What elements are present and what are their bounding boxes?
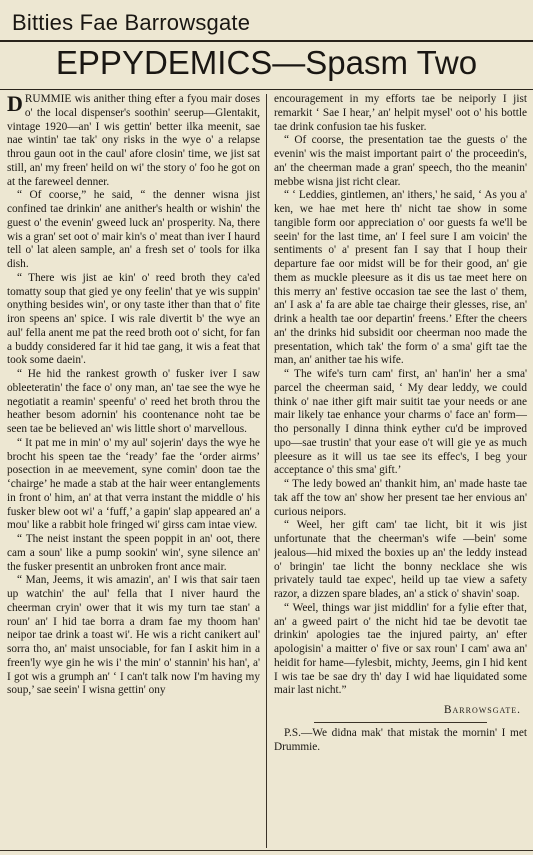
right-paragraph-1: encouragement in my efforts tae be neiporly I jist remarkit ‘ Sae I hear,’ an' helpit mysel' oot o' his bottle tae drink confusion tae his fusker. (274, 93, 527, 133)
column-title: Bitties Fae Barrowsgate (12, 10, 251, 35)
left-paragraph-4: “ He hid the rankest growth o' fusker iver I saw obleeteratin' the face o' ony man, an' tae see the wye he negotiatit a reamin' speenfu' o' reed het broth throu the heather besom adornin' his coontenance noht tae be seen tae be believed an' wis little short o' marvellous. (7, 368, 260, 435)
right-paragraph-2: “ Of coorse, the presentation tae the guests o' the evenin' wis the maist important pairt o' the proceedin's, an' the cheerman made a gran' speech, tho the meanin' mebbe wisna jist richt clear. (274, 134, 527, 188)
left-column (7, 93, 260, 845)
right-column (274, 93, 527, 845)
right-paragraph-7: “ Weel, things war jist middlin' for a fylie efter that, an' a gweed pairt o' the nicht hid tae be devotit tae drinkin' apologies tae the injured pairty, an' efter apologisin' a maitter o' five or sax roun' I cam' awa an' heidit for hame—fylesbit, michty, Jeems, gin I hid kent I wis tae be sae dry th' day I wid hae liquidated some mair last nicht.” (274, 601, 527, 697)
headline-rule (0, 89, 533, 90)
column-divider (266, 94, 267, 848)
bottom-rule (0, 850, 533, 851)
postscript: P.S.—We didna mak' that mistak the mornin' I met Drummie. (274, 726, 527, 753)
left-paragraph-6: “ The neist instant the speen poppit in an' oot, there cam a soun' like a pump sookin' win', syne silence an' the fusker presentit an unbroken front ance mair. (7, 533, 260, 573)
left-paragraph-1 (7, 93, 260, 189)
drop-cap: D (7, 93, 23, 116)
left-paragraph-3: “ There wis jist ae kin' o' reed broth they ca'ed tomatty soup that gied ye ony feelin' that ye wis suppin' onything besides win', or ony taste ither than that o' fite iron speens an' spice. I wis rale divertit b' the wye an aul' fella anent me pat the reed broth oot o' sicht, for fan a buddy considered far it hid tae gang, it wis a feat that took some daein'. (7, 271, 260, 367)
right-paragraph-3: “ ‘ Leddies, gintlemen, an' ithers,' he said, ‘ As you a' ken, we hae met here th' nicht tae show in some tangible form oor appreciation o' oor guests fa we'll be seein' for the last time, an' I feel sure I am voicin' the sentiments o' a' present fan I say that I houp their departure fae oor midst will be for their good, an' gie them as muckle pleesure as it dis us tae meet here on this merry an' festive occasion tae see the last o' them, an' I ask a' fa are able tae chairge their glesses, rise, an' drink a health tae oor departin' freens.’ Efter the cheers an' the drinks hid subsidit oor cheerman noo made the presentation, which tak' the form o' a sma' gift tae the man, an' anither tae his wife. (274, 189, 527, 367)
left-paragraph-2: “ Of coorse,” he said, “ the denner wisna jist confined tae drinkin' ane anither's health or wishin' the guest o' the evenin' gweed luck an' prosperity. Na, there wis a gran' set oot o' mair kin's o' meat than iver I haurd tell o' lat aleen sample, an' a fresh set o' tools for ilka dish. (7, 189, 260, 270)
right-paragraph-4: “ The wife's turn cam' first, an' han'in' her a sma' parcel the cheerman said, ‘ My dear leddy, we could think o' nae ither gift mair suitit tae your needs or ane mair likely tae enhance your charms o' face an' form—tho personally I dinna think eyther cu'd be improved upo—sae trustin' that your ease o't will gie ye as much pleesure as it will us tae see its effec's, I beg your acceptance o' this sma' gift.’ (274, 368, 527, 477)
signature-rule (314, 722, 487, 723)
paragraph-text: RUMMIE wis anither thing efter a fyou mair doses o' the local dispenser's soothin' seerup—Glentakit, vintage 1920—an' I wis gettin' better ilka meenit, sae naе wintin' tae tak' ony risks in the wye o' a relapse throu gaun oot in the caul' afore closin' time, we jist sat still, an' my freen' heild on wi' the story o' foo he got on at the fareweel denner. (7, 93, 260, 188)
left-paragraph-7: “ Man, Jeems, it wis amazin', an' I wis that sair taen up watchin' the aul' fella that I niver haurd the cheerman cryin' ower that it wis my turn tae stan' a roun' an' I hid tae borra a dram fae my thoom han' neipor tae drink a toast wi'. He wis a richt canikert aul' sorra tho, an' maist unsociable, for fan I askit him in a freen'ly wye gin he wis i' the min' o' stannin' his han', a' I got wis a grumph an' ‘ I can't talk now I'm having my soup,’ sae seein' I wisna gettin' ony (7, 574, 260, 697)
author-signature: Barrowsgate. (443, 704, 521, 716)
left-paragraph-5: “ It pat me in min' o' my aul' sojerin' days the wye he brocht his speen tae the ‘ready’ fae the ‘order airms’ posection in ae meevement, syne comin' doon tae the ‘chairge’ he made a stab at the hair weer entanglements in front o' him, an' at that verra instant the middle o' his fusker blew oot wi' a ‘fuff,’ a gapin' slap appeared an' a mou' like a rabbit hole fringed wi' girss cam intae view. (7, 436, 260, 532)
article-headline: EPPYDEMICS—Spasm Two (55, 44, 478, 81)
right-paragraph-6: “ Weel, her gift cam' tae licht, bit it wis jist unfortunate that the cheerman's wife —bein' some jealous—hid mixed the boxies up an' the leddy instead o' bringin' tae licht the bonny necklace she wis privately tauld tae expec', heild up tae view a safety razor, a dizzen spare blades, an' a stick o' shavin' soap. (274, 519, 527, 600)
header-rule (0, 40, 533, 42)
right-paragraph-5: “ The ledy bowed an' thankit him, an' made haste tae tak aff the tow an' show her present tae her envious an' curious neipors. (274, 478, 527, 518)
column-header (6, 4, 527, 34)
